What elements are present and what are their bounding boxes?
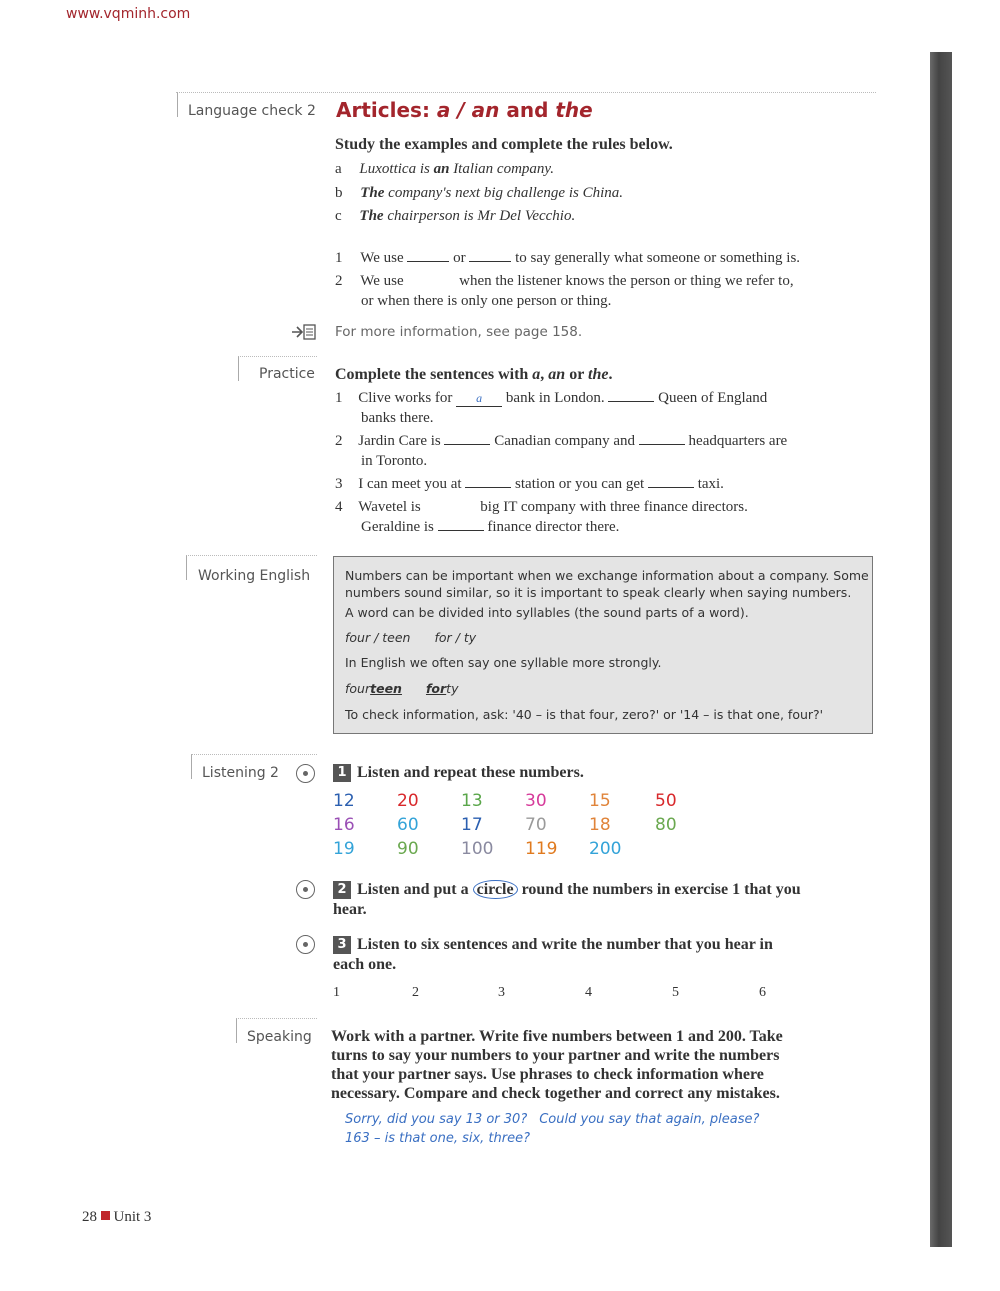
item-num: 4 (335, 499, 343, 515)
blank-field[interactable] (465, 487, 511, 488)
item-text: taxi. (697, 476, 724, 492)
instr-an: an (548, 366, 566, 383)
speaking-line: that your partner says. Use phrases to check information where (331, 1066, 764, 1083)
language-check-label: Language check 2 (188, 103, 316, 119)
item-text: big IT company with three finance directors. (480, 499, 748, 515)
exercise-badge: 3 (333, 936, 351, 954)
rule-text: We use (360, 250, 404, 266)
answer-field[interactable]: a (456, 391, 502, 407)
item-num: 3 (335, 476, 343, 492)
listening-ex2-cont: hear. (333, 901, 367, 918)
practice-instruction (335, 366, 612, 384)
number-item[interactable]: 200 (589, 839, 622, 859)
example-c (335, 208, 575, 225)
practice-item-3 (335, 476, 724, 493)
example-letter: b (335, 185, 343, 201)
title-prefix: Articles: (336, 98, 437, 122)
ex-text: Listen and repeat these numbers. (357, 764, 584, 781)
we-p1: Numbers can be important when we exchange information about a company. Some (345, 568, 869, 583)
we-ex2 (345, 681, 458, 696)
rule-text: to say generally what someone or something is. (515, 250, 801, 266)
ex-text: round the numbers in exercise 1 that you (517, 881, 801, 898)
item-text: I can meet you at (358, 476, 462, 492)
blank-field[interactable] (407, 261, 449, 262)
number-item[interactable]: 17 (461, 815, 483, 835)
item-text: bank in London. (505, 390, 605, 406)
example-post: chairperson is Mr Del Vecchio. (383, 208, 576, 224)
speaking-line: Work with a partner. Write five numbers between 1 and 200. Take (331, 1028, 783, 1045)
rule-text: We use (360, 273, 404, 289)
number-item[interactable]: 100 (461, 839, 494, 859)
we-p4: To check information, ask: '40 – is that four, zero?' or '14 – is that one, four?' (345, 707, 824, 722)
item-text: station or you can get (515, 476, 645, 492)
example-post: Italian company. (449, 161, 555, 177)
speaking-phrase: Could you say that again, please? (539, 1112, 760, 1127)
number-item[interactable]: 12 (333, 791, 355, 811)
example-bold: The (360, 185, 385, 201)
audio-icon[interactable] (296, 880, 315, 899)
rule-num: 2 (335, 273, 343, 289)
instr-end: . (608, 366, 613, 383)
practice-item-4-cont (361, 519, 619, 536)
exercise-badge: 2 (333, 881, 351, 899)
number-item[interactable]: 15 (589, 791, 611, 811)
listening-ex2 (333, 881, 801, 899)
number-item[interactable]: 70 (525, 815, 547, 835)
number-item[interactable]: 30 (525, 791, 547, 811)
item-text: Wavetel is (358, 499, 421, 515)
example-letter: a (335, 161, 342, 177)
we-p2: A word can be divided into syllables (the sound parts of a word). (345, 605, 749, 620)
title-the: the (555, 98, 593, 122)
rule-2 (335, 273, 794, 290)
circle-word: circle (473, 880, 518, 899)
blank-field[interactable] (469, 261, 511, 262)
audio-icon[interactable] (296, 935, 315, 954)
speaking-example-2: 163 – is that one, six, three? (345, 1131, 531, 1146)
item-text: Clive works for (358, 390, 453, 406)
rule-2-cont: or when there is only one person or thing. (361, 293, 612, 309)
rule-text: when the listener knows the person or thing we refer to, (459, 273, 794, 289)
number-item[interactable]: 13 (461, 791, 483, 811)
number-item[interactable]: 119 (525, 839, 558, 859)
listening-ex1 (333, 764, 584, 782)
answer-number[interactable]: 6 (759, 985, 766, 1000)
practice-item-1 (335, 390, 767, 407)
example-a (335, 161, 554, 178)
we-ex1 (345, 630, 476, 645)
example-b (335, 185, 623, 202)
we-ex2a-bold: teen (370, 681, 402, 696)
section-tick (177, 92, 178, 117)
unit-label: Unit 3 (113, 1209, 152, 1225)
instr-comma: , (540, 366, 549, 383)
we-ex2b-post: ty (446, 681, 459, 696)
instr-a: a (532, 366, 541, 383)
title-mid: and (499, 98, 556, 122)
rule-text: or (453, 250, 466, 266)
practice-label: Practice (259, 366, 315, 382)
page-footer (82, 1209, 151, 1226)
example-bold: The (359, 208, 384, 224)
blank-field[interactable] (438, 530, 484, 531)
number-item[interactable]: 18 (589, 815, 611, 835)
we-ex1a: four / teen (345, 630, 411, 645)
we-ex2b-bold: for (425, 681, 447, 696)
answer-number[interactable]: 1 (333, 985, 340, 1000)
practice-item-2-cont: in Toronto. (361, 453, 428, 469)
listening-ex3 (333, 936, 773, 954)
number-item[interactable]: 80 (655, 815, 677, 835)
blank-field[interactable] (648, 487, 694, 488)
audio-icon[interactable] (296, 764, 315, 783)
number-item[interactable]: 20 (397, 791, 419, 811)
answer-number[interactable]: 2 (412, 985, 419, 1000)
reference-icon (290, 322, 318, 342)
answer-number[interactable]: 4 (585, 985, 592, 1000)
speaking-label: Speaking (247, 1029, 312, 1045)
blank-field[interactable] (407, 284, 455, 285)
example-bold: an (433, 161, 450, 177)
rule-1 (335, 250, 800, 267)
ex-text: Listen to six sentences and write the number that you hear in (357, 936, 773, 953)
scan-edge (930, 52, 952, 1247)
blank-field[interactable] (639, 444, 685, 445)
example-letter: c (335, 208, 342, 224)
title-italic: a / an (436, 98, 500, 122)
item-text: Geraldine is (361, 519, 434, 535)
number-item[interactable]: 90 (397, 839, 419, 859)
instr-the: the (588, 366, 609, 383)
speaking-line: necessary. Compare and check together and correct any mistakes. (331, 1085, 780, 1102)
exercise-badge: 1 (333, 764, 351, 782)
instr-or: or (565, 366, 589, 383)
example-post: company's next big challenge is China. (384, 185, 624, 201)
lc-instruction: Study the examples and complete the rules below. (335, 136, 673, 153)
practice-item-2 (335, 433, 787, 450)
ex-text: Listen and put a (357, 881, 473, 898)
number-item[interactable]: 16 (333, 815, 355, 835)
number-item[interactable]: 50 (655, 791, 677, 811)
item-text: headquarters are (688, 433, 788, 449)
more-info-link[interactable]: For more information, see page 158. (335, 324, 583, 340)
footer-square-icon (101, 1211, 110, 1220)
item-num: 1 (335, 390, 343, 406)
working-english-box (333, 556, 873, 734)
we-ex1b: for / ty (434, 630, 477, 645)
we-p3: In English we often say one syllable more strongly. (345, 655, 662, 670)
number-item[interactable]: 19 (333, 839, 355, 859)
example-pre: Luxottica is (359, 161, 434, 177)
blank-field[interactable] (444, 444, 490, 445)
listening-ex3-cont: each one. (333, 956, 397, 973)
working-english-label: Working English (198, 568, 311, 584)
answer-number[interactable]: 3 (498, 985, 505, 1000)
speaking-phrase: Sorry, did you say 13 or 30? (345, 1112, 528, 1127)
item-text: finance director there. (487, 519, 620, 535)
top-rule (176, 92, 876, 93)
blank-field[interactable] (425, 510, 477, 511)
section-title (336, 98, 593, 122)
site-url[interactable]: www.vqminh.com (66, 6, 191, 22)
page-number: 28 (82, 1209, 97, 1225)
answer-number[interactable]: 5 (672, 985, 679, 1000)
rule-num: 1 (335, 250, 343, 266)
item-text: Queen of England (658, 390, 768, 406)
item-text: Canadian company and (494, 433, 636, 449)
blank-field[interactable] (608, 401, 654, 402)
instr-text: Complete the sentences with (335, 366, 533, 383)
listening-label: Listening 2 (202, 765, 279, 781)
item-text: Jardin Care is (358, 433, 441, 449)
number-item[interactable]: 60 (397, 815, 419, 835)
speaking-example-1 (345, 1112, 759, 1127)
we-ex2a-pre: four (345, 681, 371, 696)
practice-item-1-cont: banks there. (361, 410, 434, 426)
we-p1b: numbers sound similar, so it is important to speak clearly when saying numbers. (345, 585, 852, 600)
item-num: 2 (335, 433, 343, 449)
practice-item-4 (335, 499, 748, 516)
speaking-line: turns to say your numbers to your partner and write the numbers (331, 1047, 780, 1064)
